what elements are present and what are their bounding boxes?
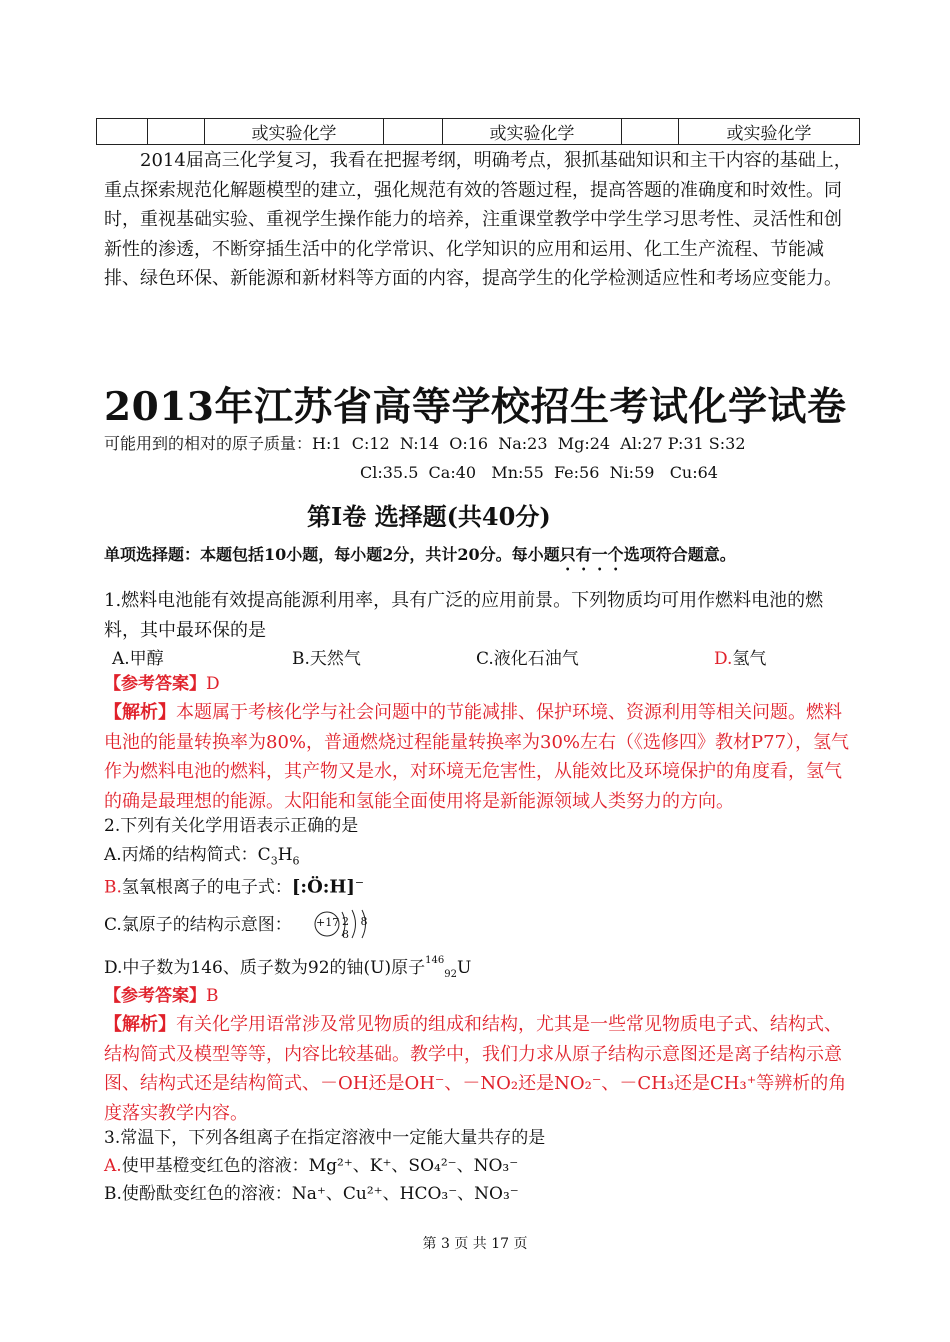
subscript: 6 [292, 854, 300, 868]
q2-option-b [104, 871, 364, 900]
analysis-text: 有关化学用语常涉及常见物质的组成和结构，尤其是一些常见物质电子式、结构式、结构简式及模型等等，内容比较基础。教学中，我们力求从原子结构示意图还是离子结构示意图、结构式还是结构简式、－OH还是OH⁻、－NO₂还是NO₂⁻、－CH₃还是CH₃⁺等辨析的角度落实教学内容。 [104, 1014, 847, 1124]
instruction-before: 单项选择题：本题包括10小题，每小题2分，共计20分。每小题 [104, 545, 560, 564]
q3-option-a-text: 使甲基橙变红色的溶液：Mg²⁺、K⁺、SO₄²⁻、NO₃⁻ [121, 1156, 519, 1176]
isotope-subscript [444, 970, 457, 980]
shell-electrons: 2 8 8 [342, 915, 372, 941]
q2-stem: 2.下列有关化学用语表示正确的是 [104, 816, 359, 836]
proton-number: 92 [444, 969, 457, 980]
q1-option-a: A.甲醇 [112, 649, 164, 669]
atomic-mass-line-2 [360, 461, 718, 485]
charge: − [354, 876, 365, 889]
table-cell [148, 119, 205, 145]
q2-analysis [104, 1010, 858, 1128]
table-cell [97, 119, 148, 145]
electron-formula: [:Ö:H] [291, 876, 355, 898]
q1-analysis [104, 698, 858, 816]
q2-option-d [104, 956, 471, 980]
formula-h: H [277, 845, 293, 865]
page-footer: 第 3 页 共 17 页 [422, 1236, 528, 1252]
nucleus-label: +17 [316, 916, 340, 929]
curriculum-table [96, 118, 860, 145]
q2-option-c-text: C.氯原子的结构示意图： [104, 915, 292, 935]
q1-answer [104, 672, 220, 696]
atomic-mass-text-2: Cl:35.5 Ca:40 Mn:55 Fe:56 Ni:59 Cu:64 [360, 463, 718, 482]
section-title: 第I卷 选择题(共40分) [307, 502, 551, 531]
q2-option-d-text: D.中子数为146、质子数为92的铀(U)原子 [104, 958, 426, 978]
instruction-after: 选项符合题意。 [623, 545, 736, 564]
atomic-mass-line-1 [104, 432, 746, 456]
table-cell [622, 119, 679, 145]
answer-value: D [206, 674, 220, 694]
q2-answer [104, 984, 219, 1008]
table-cell [384, 119, 443, 145]
q2-option-b-text: 氢氧根离子的电子式： [121, 877, 292, 898]
q2-option-a-text: A.丙烯的结构简式：C [104, 845, 271, 865]
subscript: 3 [270, 854, 278, 868]
q3-option-a [104, 1154, 518, 1178]
isotope-superscript [425, 956, 444, 966]
answer-label: 【参考答案】 [104, 674, 206, 694]
element-symbol: U [456, 958, 472, 978]
table-cell: 或实验化学 [443, 119, 622, 145]
answer-label: 【参考答案】 [104, 986, 206, 1006]
q1-option-d-letter: D. [714, 649, 733, 669]
intro-paragraph: 2014届高三化学复习，我看在把握考纲，明确考点，狠抓基础知识和主干内容的基础上，重点探索规范化解题模型的建立，强化规范有效的答题过程，提高答题的准确度和时效性。同时，重视基础实验、重视学生操作能力的培养，注重课堂教学中学生学习思考性、灵活性和创新性的渗透，不断穿插生活中的化学常识、化学知识的应用和运用、化工生产流程、节能减排、绿色环保、新能源和新材料等方面的内容，提高学生的化学检测适应性和考场应变能力。 [104, 150, 852, 289]
answer-value: B [206, 986, 219, 1006]
atomic-mass-text: 可能用到的相对的原子质量：H:1 C:12 N:14 O:16 Na:23 Mg:24 Al:27 P:31 S:32 [104, 434, 746, 453]
q2-option-c [104, 913, 292, 937]
table-cell: 或实验化学 [205, 119, 384, 145]
q1-option-b: B.天然气 [292, 649, 361, 669]
atom-structure-diagram [312, 906, 376, 942]
q1-option-d [714, 644, 766, 669]
exam-title: 2013年江苏省高等学校招生考试化学试卷 [104, 384, 847, 430]
q1-option-d-text: 氢气 [732, 649, 767, 669]
q2-option-b-letter: B. [104, 877, 122, 898]
mass-number: 146 [425, 955, 445, 966]
table-cell: 或实验化学 [679, 119, 860, 145]
q3-option-b: B.使酚酞变红色的溶液：Na⁺、Cu²⁺、HCO₃⁻、NO₃⁻ [104, 1184, 519, 1204]
q3-stem: 3.常温下，下列各组离子在指定溶液中一定能大量共存的是 [104, 1128, 546, 1148]
table-row [97, 119, 860, 145]
analysis-label: 【解析】 [104, 702, 176, 723]
q1-stem: 1.燃料电池能有效提高能源利用率，具有广泛的应用前景。下列物质均可用作燃料电池的燃料，其中最环保的是 [104, 590, 824, 641]
analysis-label: 【解析】 [104, 1014, 176, 1035]
analysis-text: 本题属于考核化学与社会问题中的节能减排、保护环境、资源利用等相关问题。燃料电池的能量转换率为80%，普通燃烧过程能量转换率为30%左右（《选修四》教材P77），氢气作为燃料电池的燃料，其产物又是水，对环境无危害性，从能效比及环境保护的角度看，氢气的确是最理想的能源。太阳能和氢能全面使用将是新能源领域人类努力的方向。 [104, 702, 850, 812]
q3-option-a-letter: A. [104, 1156, 122, 1176]
q1-option-c: C.液化石油气 [476, 649, 579, 669]
q2-option-a [104, 843, 300, 873]
instruction [104, 543, 736, 574]
instruction-emphasis: 只有一个 [559, 545, 624, 564]
